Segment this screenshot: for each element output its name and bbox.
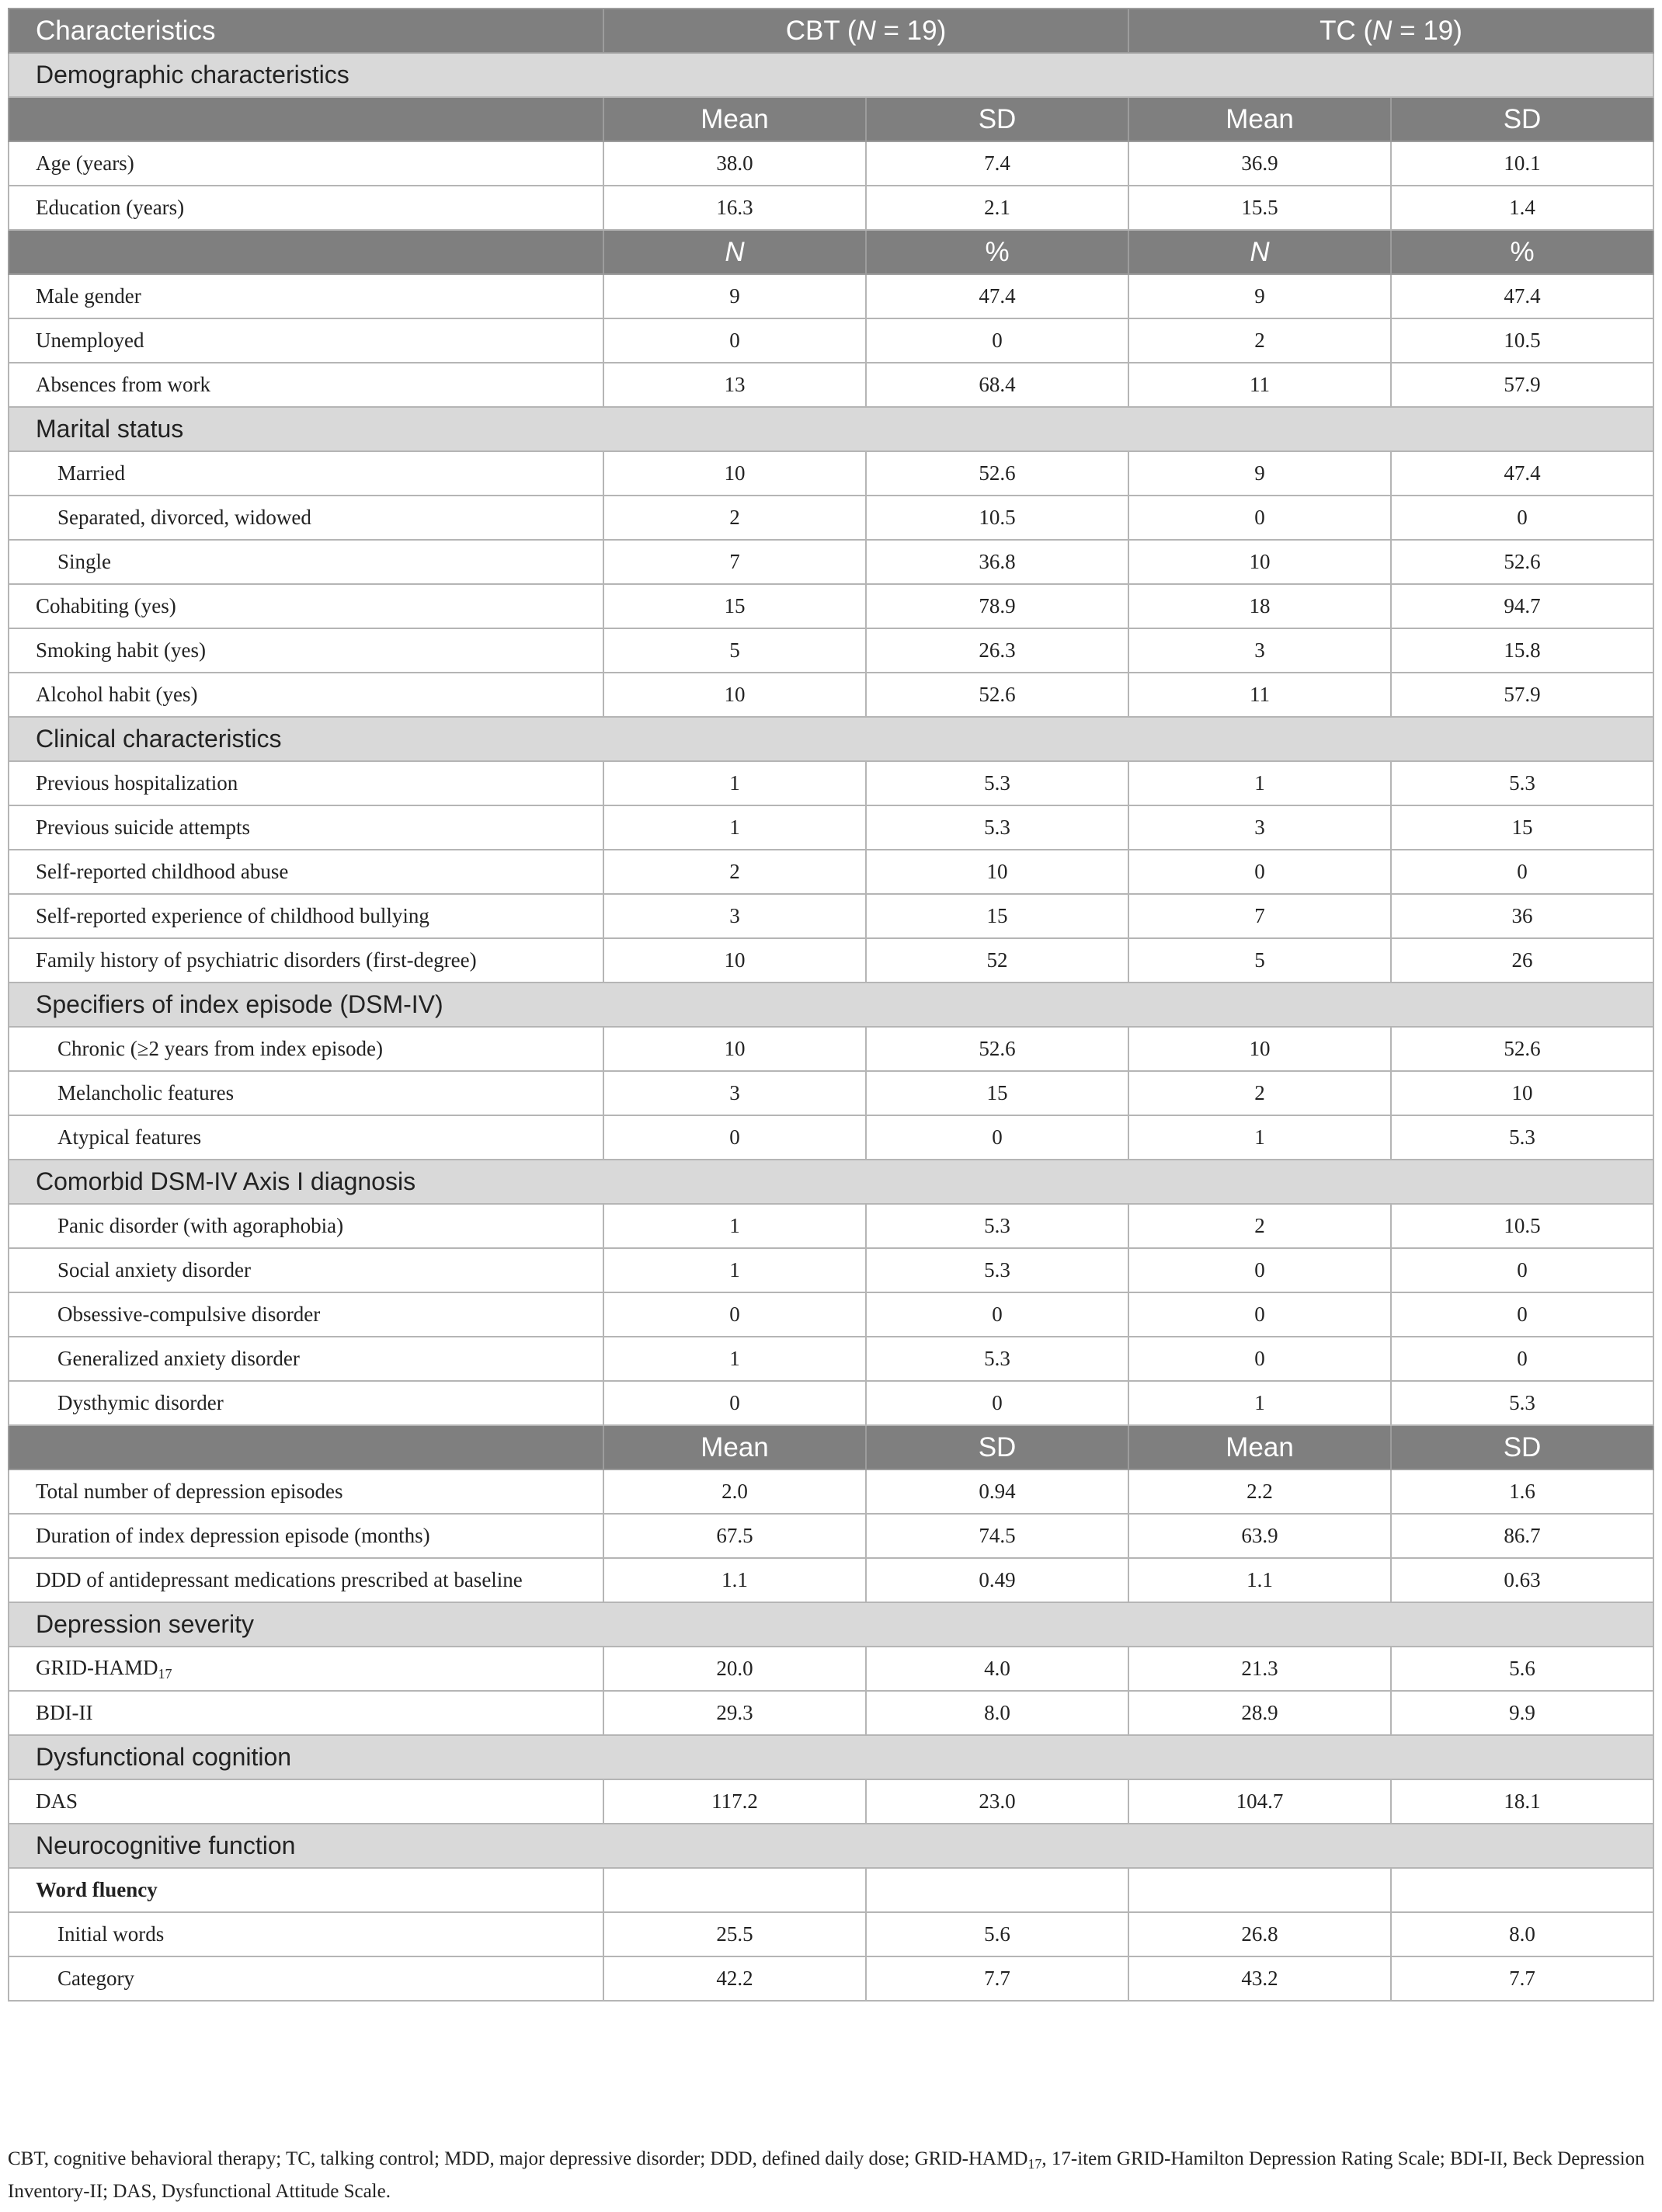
cbt-value-2: 15 bbox=[866, 1071, 1128, 1115]
table-row-cohabiting bbox=[9, 584, 1653, 628]
footnote-part1: CBT, cognitive behavioral therapy; TC, talking control; MDD, major depressive disorder; DDD, defined daily dose; GRID-HAMD bbox=[8, 2148, 1028, 2169]
header-cbt-group bbox=[603, 9, 1128, 53]
section-row-comorbid bbox=[9, 1160, 1653, 1204]
cbt-value-1: 16.3 bbox=[603, 186, 866, 230]
table-row-age bbox=[9, 141, 1653, 186]
table-row-das bbox=[9, 1779, 1653, 1824]
cbt-value-1: 0 bbox=[603, 318, 866, 363]
row-label-text: DAS bbox=[36, 1789, 78, 1813]
tc-value-2: 10.1 bbox=[1391, 141, 1653, 186]
tc-value-1: 3 bbox=[1128, 628, 1391, 673]
row-label bbox=[9, 1337, 603, 1381]
baseline-characteristics-table bbox=[8, 8, 1654, 2002]
tc-value-1: 0 bbox=[1128, 496, 1391, 540]
row-label bbox=[9, 1027, 603, 1071]
tc-value-1: 18 bbox=[1128, 584, 1391, 628]
section-title: Depression severity bbox=[9, 1602, 1653, 1647]
row-label-text: Category bbox=[57, 1967, 134, 1990]
cbt-value-1: 42.2 bbox=[603, 1956, 866, 2001]
table-row-family-history bbox=[9, 938, 1653, 983]
row-label-text: Single bbox=[57, 550, 112, 573]
cbt-value-2: 10 bbox=[866, 850, 1128, 894]
table-header-row bbox=[9, 9, 1653, 53]
table-row-childhood-bullying bbox=[9, 894, 1653, 938]
tc-value-2: 10 bbox=[1391, 1071, 1653, 1115]
tc-value-1: 10 bbox=[1128, 1027, 1391, 1071]
table-row-childhood-abuse bbox=[9, 850, 1653, 894]
row-label bbox=[9, 496, 603, 540]
row-label bbox=[9, 628, 603, 673]
header-tc-n-letter: N bbox=[1372, 15, 1393, 46]
tc-value-2: 9.9 bbox=[1391, 1691, 1653, 1735]
tc-value-2: 5.3 bbox=[1391, 761, 1653, 805]
row-label-text: Smoking habit (yes) bbox=[36, 638, 206, 662]
subheader-n: N bbox=[1128, 230, 1391, 274]
tc-value-2: 86.7 bbox=[1391, 1514, 1653, 1558]
subheader-sd: SD bbox=[1391, 1425, 1653, 1469]
cbt-value-2: 5.3 bbox=[866, 1248, 1128, 1292]
table-row-bdi bbox=[9, 1691, 1653, 1735]
row-label-text: Previous suicide attempts bbox=[36, 816, 250, 839]
table-row-atypical bbox=[9, 1115, 1653, 1160]
section-row-marital bbox=[9, 407, 1653, 451]
row-label bbox=[9, 1868, 603, 1912]
tc-value-1: 43.2 bbox=[1128, 1956, 1391, 2001]
tc-value-2: 57.9 bbox=[1391, 673, 1653, 717]
subheader-mean: Mean bbox=[1128, 97, 1391, 141]
cbt-value-1: 10 bbox=[603, 938, 866, 983]
table-row-single bbox=[9, 540, 1653, 584]
tc-value-1: 0 bbox=[1128, 850, 1391, 894]
header-cbt-n-value: = 19) bbox=[875, 15, 947, 46]
table-row-suicide-attempts bbox=[9, 805, 1653, 850]
row-label-text: Obsessive-compulsive disorder bbox=[57, 1303, 321, 1326]
tc-value-2: 0 bbox=[1391, 1292, 1653, 1337]
cbt-value-2: 7.4 bbox=[866, 141, 1128, 186]
footnote-part2: , 17-item GRID-Hamilton Depression Rating Scale; BDI-II, Beck Depression Inventory-II; DAS, Dysfunctional Attitude Scale. bbox=[8, 2148, 1645, 2202]
section-title: Neurocognitive function bbox=[9, 1824, 1653, 1868]
cbt-value-1: 0 bbox=[603, 1115, 866, 1160]
section-title: Marital status bbox=[9, 407, 1653, 451]
section-row-specifiers bbox=[9, 983, 1653, 1027]
subheader-percent: % bbox=[866, 230, 1128, 274]
subheader-percent: % bbox=[1391, 230, 1653, 274]
section-title: Comorbid DSM-IV Axis I diagnosis bbox=[9, 1160, 1653, 1204]
row-label bbox=[9, 274, 603, 318]
tc-value-2: 26 bbox=[1391, 938, 1653, 983]
cbt-value-2: 0 bbox=[866, 1292, 1128, 1337]
row-label-text: Separated, divorced, widowed bbox=[57, 506, 311, 529]
table-row-male-gender bbox=[9, 274, 1653, 318]
tc-value-2: 5.3 bbox=[1391, 1115, 1653, 1160]
cbt-value-2: 10.5 bbox=[866, 496, 1128, 540]
table-row-smoking bbox=[9, 628, 1653, 673]
cbt-value-1: 0 bbox=[603, 1381, 866, 1425]
table-row-hospitalization bbox=[9, 761, 1653, 805]
subheader-row-mean-sd bbox=[9, 97, 1653, 141]
tc-value-2: 52.6 bbox=[1391, 540, 1653, 584]
tc-value-2: 5.3 bbox=[1391, 1381, 1653, 1425]
cbt-value-2: 5.3 bbox=[866, 1337, 1128, 1381]
row-label bbox=[9, 186, 603, 230]
cbt-value-1: 10 bbox=[603, 673, 866, 717]
cbt-value-1: 1 bbox=[603, 1248, 866, 1292]
section-title: Specifiers of index episode (DSM-IV) bbox=[9, 983, 1653, 1027]
section-row-severity bbox=[9, 1602, 1653, 1647]
row-label-text: Family history of psychiatric disorders (first-degree) bbox=[36, 948, 477, 972]
cbt-value-1: 2 bbox=[603, 850, 866, 894]
cbt-value-1: 0 bbox=[603, 1292, 866, 1337]
tc-value-2: 8.0 bbox=[1391, 1912, 1653, 1956]
tc-value-2: 0.63 bbox=[1391, 1558, 1653, 1602]
table-row-separated bbox=[9, 496, 1653, 540]
tc-value-1: 2 bbox=[1128, 1071, 1391, 1115]
row-label-text: Education (years) bbox=[36, 196, 185, 219]
row-label-text: Previous hospitalization bbox=[36, 771, 238, 795]
cbt-value-2: 15 bbox=[866, 894, 1128, 938]
cbt-value-1: 15 bbox=[603, 584, 866, 628]
tc-value-1: 21.3 bbox=[1128, 1647, 1391, 1691]
row-label-text: Cohabiting (yes) bbox=[36, 594, 176, 617]
row-label-text: Melancholic features bbox=[57, 1081, 235, 1104]
cbt-value-1: 38.0 bbox=[603, 141, 866, 186]
tc-value-1: 9 bbox=[1128, 451, 1391, 496]
row-label-text: Initial words bbox=[57, 1922, 165, 1946]
tc-value-2: 94.7 bbox=[1391, 584, 1653, 628]
cbt-value-1: 10 bbox=[603, 1027, 866, 1071]
tc-value-1: 15.5 bbox=[1128, 186, 1391, 230]
cbt-value-1: 29.3 bbox=[603, 1691, 866, 1735]
table-row-chronic bbox=[9, 1027, 1653, 1071]
tc-value-2: 7.7 bbox=[1391, 1956, 1653, 2001]
row-label bbox=[9, 1115, 603, 1160]
cbt-value-2: 0.94 bbox=[866, 1469, 1128, 1514]
tc-value-1: 11 bbox=[1128, 363, 1391, 407]
tc-value-1: 28.9 bbox=[1128, 1691, 1391, 1735]
cbt-value-1: 1.1 bbox=[603, 1558, 866, 1602]
row-label-text: Dysthymic disorder bbox=[57, 1391, 224, 1414]
subheader-sd: SD bbox=[866, 97, 1128, 141]
table-row-unemployed bbox=[9, 318, 1653, 363]
tc-value-2: 0 bbox=[1391, 1248, 1653, 1292]
tc-value-2: 47.4 bbox=[1391, 274, 1653, 318]
tc-value-1: 2.2 bbox=[1128, 1469, 1391, 1514]
row-label bbox=[9, 451, 603, 496]
cbt-value-1: 5 bbox=[603, 628, 866, 673]
section-row-dysfunctional bbox=[9, 1735, 1653, 1779]
table-row-depression-episodes bbox=[9, 1469, 1653, 1514]
cbt-value-1: 20.0 bbox=[603, 1647, 866, 1691]
row-label bbox=[9, 805, 603, 850]
tc-value-2: 1.6 bbox=[1391, 1469, 1653, 1514]
tc-value-1: 9 bbox=[1128, 274, 1391, 318]
cbt-value-2 bbox=[866, 1868, 1128, 1912]
cbt-value-2: 68.4 bbox=[866, 363, 1128, 407]
tc-value-1: 0 bbox=[1128, 1292, 1391, 1337]
tc-value-2: 5.6 bbox=[1391, 1647, 1653, 1691]
row-label-text: Social anxiety disorder bbox=[57, 1258, 251, 1282]
section-title: Demographic characteristics bbox=[9, 53, 1653, 97]
table-row-category bbox=[9, 1956, 1653, 2001]
cbt-value-1: 1 bbox=[603, 805, 866, 850]
cbt-value-2: 52.6 bbox=[866, 673, 1128, 717]
row-label bbox=[9, 1071, 603, 1115]
cbt-value-1: 1 bbox=[603, 1204, 866, 1248]
tc-value-1: 0 bbox=[1128, 1337, 1391, 1381]
row-label bbox=[9, 1469, 603, 1514]
tc-value-2: 36 bbox=[1391, 894, 1653, 938]
row-label bbox=[9, 1647, 603, 1691]
table-row-alcohol bbox=[9, 673, 1653, 717]
tc-value-1: 1 bbox=[1128, 1115, 1391, 1160]
cbt-value-2: 8.0 bbox=[866, 1691, 1128, 1735]
row-label-text: Unemployed bbox=[36, 329, 144, 352]
row-label bbox=[9, 1381, 603, 1425]
row-label bbox=[9, 1292, 603, 1337]
tc-value-2: 0 bbox=[1391, 850, 1653, 894]
table-row-married bbox=[9, 451, 1653, 496]
row-label-text: DDD of antidepressant medications prescribed at baseline bbox=[36, 1568, 523, 1591]
tc-value-2: 0 bbox=[1391, 496, 1653, 540]
tc-value-2: 52.6 bbox=[1391, 1027, 1653, 1071]
cbt-value-2: 7.7 bbox=[866, 1956, 1128, 2001]
row-label-text: Alcohol habit (yes) bbox=[36, 683, 198, 706]
row-label bbox=[9, 540, 603, 584]
cbt-value-1: 25.5 bbox=[603, 1912, 866, 1956]
row-label bbox=[9, 894, 603, 938]
row-label-text: Self-reported childhood abuse bbox=[36, 860, 289, 883]
row-label bbox=[9, 1558, 603, 1602]
row-label bbox=[9, 673, 603, 717]
tc-value-2 bbox=[1391, 1868, 1653, 1912]
row-label-text: Generalized anxiety disorder bbox=[57, 1347, 300, 1370]
header-tc-n-value: = 19) bbox=[1392, 15, 1462, 46]
cbt-value-2: 5.3 bbox=[866, 805, 1128, 850]
table-row-social-anxiety bbox=[9, 1248, 1653, 1292]
row-label-subscript: 17 bbox=[158, 1665, 172, 1682]
table-row-initial-words bbox=[9, 1912, 1653, 1956]
tc-value-1: 0 bbox=[1128, 1248, 1391, 1292]
table-row-word-fluency bbox=[9, 1868, 1653, 1912]
tc-value-1: 1.1 bbox=[1128, 1558, 1391, 1602]
cbt-value-1 bbox=[603, 1868, 866, 1912]
cbt-value-1: 3 bbox=[603, 1071, 866, 1115]
section-row-clinical bbox=[9, 717, 1653, 761]
cbt-value-1: 67.5 bbox=[603, 1514, 866, 1558]
table-row-gad bbox=[9, 1337, 1653, 1381]
section-row-neurocognitive bbox=[9, 1824, 1653, 1868]
tc-value-1: 26.8 bbox=[1128, 1912, 1391, 1956]
cbt-value-2: 4.0 bbox=[866, 1647, 1128, 1691]
table-row-episode-duration bbox=[9, 1514, 1653, 1558]
subheader-row-mean-sd bbox=[9, 1425, 1653, 1469]
section-title: Dysfunctional cognition bbox=[9, 1735, 1653, 1779]
cbt-value-1: 3 bbox=[603, 894, 866, 938]
cbt-value-2: 0 bbox=[866, 1381, 1128, 1425]
tc-value-1: 2 bbox=[1128, 1204, 1391, 1248]
table-row-melancholic bbox=[9, 1071, 1653, 1115]
subheader-mean: Mean bbox=[1128, 1425, 1391, 1469]
tc-value-2: 10.5 bbox=[1391, 318, 1653, 363]
row-label-text: Male gender bbox=[36, 284, 141, 308]
cbt-value-1: 1 bbox=[603, 1337, 866, 1381]
tc-value-1: 1 bbox=[1128, 1381, 1391, 1425]
cbt-value-2: 74.5 bbox=[866, 1514, 1128, 1558]
tc-value-1: 1 bbox=[1128, 761, 1391, 805]
row-label-text: Married bbox=[57, 461, 125, 485]
cbt-value-2: 23.0 bbox=[866, 1779, 1128, 1824]
header-tc-group bbox=[1128, 9, 1653, 53]
cbt-value-2: 5.6 bbox=[866, 1912, 1128, 1956]
tc-value-2: 0 bbox=[1391, 1337, 1653, 1381]
tc-value-1: 63.9 bbox=[1128, 1514, 1391, 1558]
row-label bbox=[9, 1248, 603, 1292]
row-label bbox=[9, 938, 603, 983]
row-label bbox=[9, 1779, 603, 1824]
subheader-mean: Mean bbox=[603, 1425, 866, 1469]
row-label-text: GRID-HAMD bbox=[36, 1655, 158, 1679]
section-row-demographic bbox=[9, 53, 1653, 97]
tc-value-1: 7 bbox=[1128, 894, 1391, 938]
table-footnote bbox=[8, 2145, 1653, 2206]
cbt-value-2: 26.3 bbox=[866, 628, 1128, 673]
cbt-value-1: 7 bbox=[603, 540, 866, 584]
table-row-absences bbox=[9, 363, 1653, 407]
subheader-n: N bbox=[603, 230, 866, 274]
tc-value-1: 11 bbox=[1128, 673, 1391, 717]
cbt-value-2: 36.8 bbox=[866, 540, 1128, 584]
tc-value-2: 47.4 bbox=[1391, 451, 1653, 496]
cbt-value-2: 5.3 bbox=[866, 761, 1128, 805]
cbt-value-2: 52.6 bbox=[866, 451, 1128, 496]
tc-value-1 bbox=[1128, 1868, 1391, 1912]
baseline-characteristics-table-wrapper bbox=[8, 8, 1653, 2002]
row-label bbox=[9, 584, 603, 628]
tc-value-2: 15 bbox=[1391, 805, 1653, 850]
cbt-value-2: 47.4 bbox=[866, 274, 1128, 318]
cbt-value-2: 5.3 bbox=[866, 1204, 1128, 1248]
cbt-value-1: 2 bbox=[603, 496, 866, 540]
tc-value-1: 36.9 bbox=[1128, 141, 1391, 186]
row-label bbox=[9, 318, 603, 363]
cbt-value-1: 10 bbox=[603, 451, 866, 496]
table-row-ddd bbox=[9, 1558, 1653, 1602]
row-label bbox=[9, 141, 603, 186]
cbt-value-1: 117.2 bbox=[603, 1779, 866, 1824]
row-label-text: BDI-II bbox=[36, 1701, 93, 1724]
header-cbt-n-letter: N bbox=[856, 15, 876, 46]
header-characteristics: Characteristics bbox=[9, 9, 603, 53]
table-row-grid-hamd bbox=[9, 1647, 1653, 1691]
cbt-value-2: 52.6 bbox=[866, 1027, 1128, 1071]
header-cbt-name: CBT ( bbox=[785, 15, 857, 46]
row-label bbox=[9, 1514, 603, 1558]
row-label bbox=[9, 1204, 603, 1248]
tc-value-2: 57.9 bbox=[1391, 363, 1653, 407]
tc-value-2: 15.8 bbox=[1391, 628, 1653, 673]
row-label-text: Panic disorder (with agoraphobia) bbox=[57, 1214, 344, 1237]
row-label bbox=[9, 1912, 603, 1956]
cbt-value-2: 0 bbox=[866, 318, 1128, 363]
tc-value-1: 104.7 bbox=[1128, 1779, 1391, 1824]
row-label bbox=[9, 850, 603, 894]
section-title: Clinical characteristics bbox=[9, 717, 1653, 761]
row-label bbox=[9, 1691, 603, 1735]
tc-value-2: 10.5 bbox=[1391, 1204, 1653, 1248]
cbt-value-2: 0 bbox=[866, 1115, 1128, 1160]
row-label-text: Age (years) bbox=[36, 151, 134, 175]
row-label-text: Duration of index depression episode (months) bbox=[36, 1524, 430, 1547]
tc-value-1: 10 bbox=[1128, 540, 1391, 584]
header-tc-name: TC ( bbox=[1320, 15, 1373, 46]
cbt-value-2: 52 bbox=[866, 938, 1128, 983]
footnote-subscript: 17 bbox=[1027, 2156, 1042, 2172]
subheader-sd: SD bbox=[866, 1425, 1128, 1469]
cbt-value-1: 9 bbox=[603, 274, 866, 318]
table-row-panic-disorder bbox=[9, 1204, 1653, 1248]
tc-value-2: 18.1 bbox=[1391, 1779, 1653, 1824]
row-label bbox=[9, 1956, 603, 2001]
subheader-empty bbox=[9, 97, 603, 141]
cbt-value-2: 2.1 bbox=[866, 186, 1128, 230]
cbt-value-1: 2.0 bbox=[603, 1469, 866, 1514]
tc-value-2: 1.4 bbox=[1391, 186, 1653, 230]
cbt-value-2: 0.49 bbox=[866, 1558, 1128, 1602]
row-label-text: Chronic (≥2 years from index episode) bbox=[57, 1037, 383, 1060]
subheader-empty bbox=[9, 1425, 603, 1469]
table-row-dysthymic bbox=[9, 1381, 1653, 1425]
row-label-text: Absences from work bbox=[36, 373, 210, 396]
cbt-value-1: 1 bbox=[603, 761, 866, 805]
tc-value-1: 2 bbox=[1128, 318, 1391, 363]
row-label-text: Self-reported experience of childhood bullying bbox=[36, 904, 429, 927]
row-label bbox=[9, 761, 603, 805]
cbt-value-2: 78.9 bbox=[866, 584, 1128, 628]
row-label-text: Total number of depression episodes bbox=[36, 1480, 343, 1503]
table-row-ocd bbox=[9, 1292, 1653, 1337]
subheader-sd: SD bbox=[1391, 97, 1653, 141]
cbt-value-1: 13 bbox=[603, 363, 866, 407]
row-label-text: Atypical features bbox=[57, 1125, 202, 1149]
subheader-row-n-percent bbox=[9, 230, 1653, 274]
table-row-education bbox=[9, 186, 1653, 230]
subheader-empty bbox=[9, 230, 603, 274]
subheader-mean: Mean bbox=[603, 97, 866, 141]
tc-value-1: 3 bbox=[1128, 805, 1391, 850]
tc-value-1: 5 bbox=[1128, 938, 1391, 983]
row-label bbox=[9, 363, 603, 407]
row-label-text: Word fluency bbox=[36, 1878, 158, 1901]
